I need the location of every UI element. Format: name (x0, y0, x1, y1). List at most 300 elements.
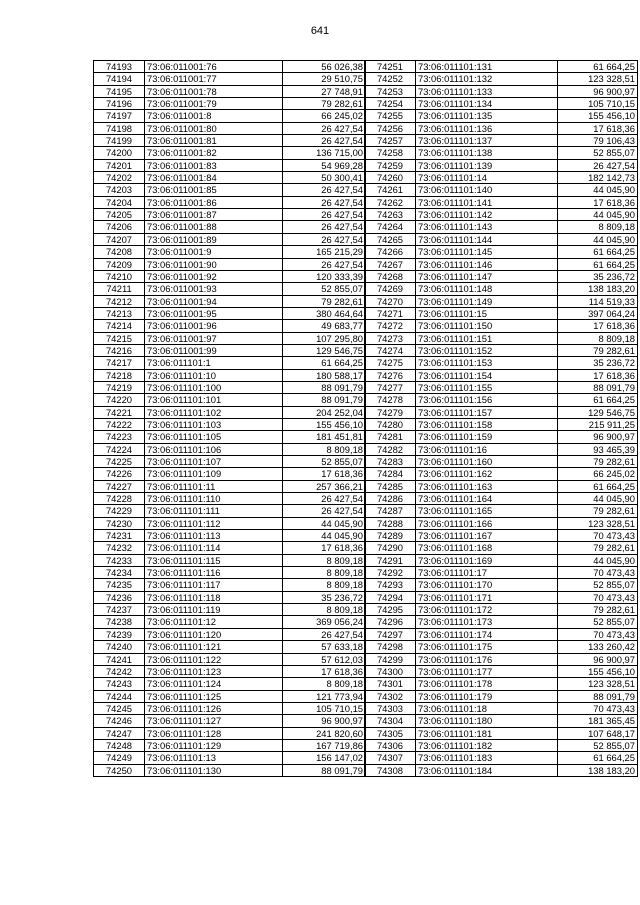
table-row (94, 517, 366, 529)
cadastral-number-cell: 73:06:011101:119 (145, 604, 283, 616)
value-cell: 8 809,18 (283, 604, 366, 616)
table-row (365, 147, 638, 159)
value-cell: 44 045,90 (558, 184, 638, 196)
row-number-cell: 74218 (94, 369, 145, 381)
cadastral-number-cell: 73:06:011101:125 (145, 690, 283, 702)
cadastral-number-cell: 73:06:011101:103 (145, 418, 283, 430)
table-row (94, 715, 366, 727)
row-number-cell: 74263 (365, 209, 416, 221)
table-row (94, 628, 366, 640)
cadastral-number-cell: 73:06:011101:10 (145, 369, 283, 381)
row-number-cell: 74243 (94, 678, 145, 690)
table-row (365, 505, 638, 517)
row-number-cell: 74260 (365, 172, 416, 184)
row-number-cell: 74196 (94, 98, 145, 110)
row-number-cell: 74276 (365, 369, 416, 381)
table-row (365, 567, 638, 579)
value-cell: 61 664,25 (283, 357, 366, 369)
row-number-cell: 74266 (365, 246, 416, 258)
row-number-cell: 74235 (94, 579, 145, 591)
value-cell: 26 427,54 (283, 122, 366, 134)
value-cell: 61 664,25 (558, 246, 638, 258)
cadastral-number-cell: 73:06:011001:81 (145, 135, 283, 147)
cadastral-number-cell: 73:06:011001:96 (145, 320, 283, 332)
table-row (365, 381, 638, 393)
table-row (94, 678, 366, 690)
table-row (365, 530, 638, 542)
value-cell: 121 773,94 (283, 690, 366, 702)
value-cell: 380 464,64 (283, 307, 366, 319)
value-cell: 96 900,97 (283, 715, 366, 727)
table-row (94, 159, 366, 171)
table-row (94, 369, 366, 381)
table-row (94, 480, 366, 492)
table-row (365, 542, 638, 554)
cadastral-number-cell: 73:06:011101:106 (145, 443, 283, 455)
value-cell: 105 710,15 (558, 98, 638, 110)
row-number-cell: 74287 (365, 505, 416, 517)
cadastral-number-cell: 73:06:011101:15 (416, 307, 558, 319)
row-number-cell: 74213 (94, 307, 145, 319)
table-row (94, 493, 366, 505)
row-number-cell: 74231 (94, 530, 145, 542)
cadastral-number-cell: 73:06:011101:132 (416, 73, 558, 85)
table-row (365, 98, 638, 110)
row-number-cell: 74197 (94, 110, 145, 122)
table-row (94, 653, 366, 665)
value-cell: 8 809,18 (283, 579, 366, 591)
table-row (94, 616, 366, 628)
value-cell: 52 855,07 (558, 579, 638, 591)
row-number-cell: 74216 (94, 344, 145, 356)
table-row (94, 604, 366, 616)
cadastral-number-cell: 73:06:011001:9 (145, 246, 283, 258)
table-row (94, 418, 366, 430)
row-number-cell: 74245 (94, 702, 145, 714)
cadastral-number-cell: 73:06:011101:164 (416, 493, 558, 505)
table-row (365, 320, 638, 332)
value-cell: 180 588,17 (283, 369, 366, 381)
table-row (94, 122, 366, 134)
cadastral-number-cell: 73:06:011001:90 (145, 258, 283, 270)
value-cell: 57 633,18 (283, 641, 366, 653)
row-number-cell: 74221 (94, 406, 145, 418)
row-number-cell: 74240 (94, 641, 145, 653)
row-number-cell: 74261 (365, 184, 416, 196)
row-number-cell: 74211 (94, 283, 145, 295)
value-cell: 26 427,54 (283, 209, 366, 221)
value-cell: 96 900,97 (558, 653, 638, 665)
cadastral-number-cell: 73:06:011101:171 (416, 591, 558, 603)
value-cell: 79 282,61 (558, 542, 638, 554)
value-cell: 61 664,25 (558, 394, 638, 406)
cadastral-number-cell: 73:06:011101:130 (145, 764, 283, 776)
row-number-cell: 74297 (365, 628, 416, 640)
value-cell: 70 473,43 (558, 591, 638, 603)
table-row (365, 283, 638, 295)
table-row (94, 295, 366, 307)
row-number-cell: 74258 (365, 147, 416, 159)
value-cell: 88 091,79 (558, 381, 638, 393)
value-cell: 27 748,91 (283, 85, 366, 97)
value-cell: 26 427,54 (283, 135, 366, 147)
table-row (365, 110, 638, 122)
value-cell: 44 045,90 (558, 554, 638, 566)
row-number-cell: 74193 (94, 61, 145, 73)
row-number-cell: 74307 (365, 752, 416, 764)
table-row (365, 690, 638, 702)
cadastral-number-cell: 73:06:011001:79 (145, 98, 283, 110)
table-row (94, 270, 366, 282)
cadastral-number-cell: 73:06:011101:126 (145, 702, 283, 714)
cadastral-number-cell: 73:06:011101:101 (145, 394, 283, 406)
row-number-cell: 74219 (94, 381, 145, 393)
table-row (94, 665, 366, 677)
cadastral-number-cell: 73:06:011101:116 (145, 567, 283, 579)
value-cell: 156 147,02 (283, 752, 366, 764)
cadastral-number-cell: 73:06:011001:87 (145, 209, 283, 221)
cadastral-number-cell: 73:06:011101:154 (416, 369, 558, 381)
row-number-cell: 74230 (94, 517, 145, 529)
table-row (94, 406, 366, 418)
table-row (94, 233, 366, 245)
row-number-cell: 74205 (94, 209, 145, 221)
table-row (94, 332, 366, 344)
cadastral-number-cell: 73:06:011101:180 (416, 715, 558, 727)
row-number-cell: 74279 (365, 406, 416, 418)
row-number-cell: 74238 (94, 616, 145, 628)
table-row (94, 381, 366, 393)
table-row (94, 542, 366, 554)
row-number-cell: 74204 (94, 196, 145, 208)
value-cell: 26 427,54 (283, 233, 366, 245)
value-cell: 8 809,18 (283, 443, 366, 455)
cadastral-number-cell: 73:06:011101:121 (145, 641, 283, 653)
row-number-cell: 74250 (94, 764, 145, 776)
cadastral-number-cell: 73:06:011001:80 (145, 122, 283, 134)
table-row (365, 715, 638, 727)
row-number-cell: 74241 (94, 653, 145, 665)
value-cell: 17 618,36 (283, 542, 366, 554)
cadastral-number-cell: 73:06:011101:172 (416, 604, 558, 616)
row-number-cell: 74283 (365, 456, 416, 468)
table-row (94, 196, 366, 208)
row-number-cell: 74254 (365, 98, 416, 110)
value-cell: 26 427,54 (283, 221, 366, 233)
table-row (94, 73, 366, 85)
value-cell: 8 809,18 (283, 678, 366, 690)
value-cell: 61 664,25 (558, 752, 638, 764)
value-cell: 54 969,28 (283, 159, 366, 171)
value-cell: 129 546,75 (283, 344, 366, 356)
value-cell: 96 900,97 (558, 431, 638, 443)
cadastral-number-cell: 73:06:011101:118 (145, 591, 283, 603)
table-row (94, 246, 366, 258)
cadastral-number-cell: 73:06:011101:114 (145, 542, 283, 554)
registry-table-left-body (94, 61, 366, 777)
table-row (365, 468, 638, 480)
value-cell: 49 683,77 (283, 320, 366, 332)
table-row (365, 678, 638, 690)
cadastral-number-cell: 73:06:011001:93 (145, 283, 283, 295)
table-row (365, 369, 638, 381)
value-cell: 70 473,43 (558, 628, 638, 640)
value-cell: 204 252,04 (283, 406, 366, 418)
row-number-cell: 74275 (365, 357, 416, 369)
value-cell: 155 456,10 (558, 110, 638, 122)
cadastral-number-cell: 73:06:011001:78 (145, 85, 283, 97)
value-cell: 44 045,90 (283, 530, 366, 542)
cadastral-number-cell: 73:06:011101:151 (416, 332, 558, 344)
cadastral-number-cell: 73:06:011101:13 (145, 752, 283, 764)
cadastral-number-cell: 73:06:011101:152 (416, 344, 558, 356)
cadastral-number-cell: 73:06:011101:14 (416, 172, 558, 184)
table-row (365, 246, 638, 258)
row-number-cell: 74202 (94, 172, 145, 184)
row-number-cell: 74227 (94, 480, 145, 492)
cadastral-number-cell: 73:06:011101:139 (416, 159, 558, 171)
row-number-cell: 74217 (94, 357, 145, 369)
value-cell: 17 618,36 (558, 369, 638, 381)
cadastral-number-cell: 73:06:011101:176 (416, 653, 558, 665)
value-cell: 138 183,20 (558, 283, 638, 295)
table-row (365, 579, 638, 591)
table-row (365, 221, 638, 233)
cadastral-number-cell: 73:06:011101:162 (416, 468, 558, 480)
value-cell: 56 026,38 (283, 61, 366, 73)
value-cell: 52 855,07 (283, 456, 366, 468)
cadastral-number-cell: 73:06:011101:145 (416, 246, 558, 258)
value-cell: 61 664,25 (558, 258, 638, 270)
row-number-cell: 74210 (94, 270, 145, 282)
row-number-cell: 74236 (94, 591, 145, 603)
cadastral-number-cell: 73:06:011101:117 (145, 579, 283, 591)
cadastral-number-cell: 73:06:011101:150 (416, 320, 558, 332)
value-cell: 88 091,79 (283, 394, 366, 406)
cadastral-number-cell: 73:06:011001:89 (145, 233, 283, 245)
table-row (365, 443, 638, 455)
row-number-cell: 74270 (365, 295, 416, 307)
value-cell: 257 366,21 (283, 480, 366, 492)
value-cell: 129 546,75 (558, 406, 638, 418)
cadastral-number-cell: 73:06:011101:177 (416, 665, 558, 677)
cadastral-number-cell: 73:06:011101:134 (416, 98, 558, 110)
row-number-cell: 74223 (94, 431, 145, 443)
table-row (94, 98, 366, 110)
cadastral-number-cell: 73:06:011101:146 (416, 258, 558, 270)
row-number-cell: 74194 (94, 73, 145, 85)
row-number-cell: 74249 (94, 752, 145, 764)
cadastral-number-cell: 73:06:011101:16 (416, 443, 558, 455)
table-row (94, 431, 366, 443)
row-number-cell: 74229 (94, 505, 145, 517)
value-cell: 120 333,39 (283, 270, 366, 282)
table-row (94, 752, 366, 764)
cadastral-number-cell: 73:06:011001:85 (145, 184, 283, 196)
cadastral-number-cell: 73:06:011101:111 (145, 505, 283, 517)
table-row (365, 357, 638, 369)
table-row (365, 456, 638, 468)
row-number-cell: 74215 (94, 332, 145, 344)
cadastral-number-cell: 73:06:011101:156 (416, 394, 558, 406)
cadastral-number-cell: 73:06:011101:147 (416, 270, 558, 282)
value-cell: 17 618,36 (558, 320, 638, 332)
row-number-cell: 74280 (365, 418, 416, 430)
value-cell: 167 719,86 (283, 739, 366, 751)
cadastral-number-cell: 73:06:011101:179 (416, 690, 558, 702)
value-cell: 241 820,60 (283, 727, 366, 739)
row-number-cell: 74298 (365, 641, 416, 653)
table-row (365, 172, 638, 184)
cadastral-number-cell: 73:06:011101:159 (416, 431, 558, 443)
value-cell: 17 618,36 (283, 665, 366, 677)
cadastral-number-cell: 73:06:011101:173 (416, 616, 558, 628)
value-cell: 165 215,29 (283, 246, 366, 258)
table-row (365, 591, 638, 603)
cadastral-number-cell: 73:06:011101:138 (416, 147, 558, 159)
row-number-cell: 74214 (94, 320, 145, 332)
table-row (365, 184, 638, 196)
row-number-cell: 74232 (94, 542, 145, 554)
table-row (365, 332, 638, 344)
cadastral-number-cell: 73:06:011001:84 (145, 172, 283, 184)
value-cell: 70 473,43 (558, 530, 638, 542)
table-row (94, 739, 366, 751)
cadastral-number-cell: 73:06:011101:131 (416, 61, 558, 73)
table-row (365, 554, 638, 566)
row-number-cell: 74300 (365, 665, 416, 677)
cadastral-number-cell: 73:06:011101:128 (145, 727, 283, 739)
row-number-cell: 74246 (94, 715, 145, 727)
row-number-cell: 74268 (365, 270, 416, 282)
row-number-cell: 74248 (94, 739, 145, 751)
value-cell: 79 282,61 (558, 604, 638, 616)
cadastral-number-cell: 73:06:011101:142 (416, 209, 558, 221)
cadastral-number-cell: 73:06:011101:124 (145, 678, 283, 690)
cadastral-number-cell: 73:06:011101:160 (416, 456, 558, 468)
value-cell: 88 091,79 (558, 690, 638, 702)
value-cell: 70 473,43 (558, 702, 638, 714)
row-number-cell: 74296 (365, 616, 416, 628)
value-cell: 181 365,45 (558, 715, 638, 727)
value-cell: 123 328,51 (558, 73, 638, 85)
value-cell: 44 045,90 (558, 233, 638, 245)
cadastral-number-cell: 73:06:011101:182 (416, 739, 558, 751)
table-row (365, 394, 638, 406)
row-number-cell: 74247 (94, 727, 145, 739)
table-row (94, 456, 366, 468)
row-number-cell: 74281 (365, 431, 416, 443)
table-row (94, 307, 366, 319)
row-number-cell: 74226 (94, 468, 145, 480)
value-cell: 26 427,54 (283, 258, 366, 270)
table-row (94, 135, 366, 147)
value-cell: 107 295,80 (283, 332, 366, 344)
value-cell: 50 300,41 (283, 172, 366, 184)
row-number-cell: 74244 (94, 690, 145, 702)
row-number-cell: 74222 (94, 418, 145, 430)
table-row (365, 665, 638, 677)
row-number-cell: 74198 (94, 122, 145, 134)
value-cell: 155 456,10 (283, 418, 366, 430)
value-cell: 35 236,72 (558, 357, 638, 369)
row-number-cell: 74253 (365, 85, 416, 97)
table-row (94, 468, 366, 480)
table-row (94, 591, 366, 603)
cadastral-number-cell: 73:06:011101:165 (416, 505, 558, 517)
value-cell: 52 855,07 (558, 739, 638, 751)
cadastral-number-cell: 73:06:011101:174 (416, 628, 558, 640)
value-cell: 79 106,43 (558, 135, 638, 147)
value-cell: 52 855,07 (558, 616, 638, 628)
value-cell: 35 236,72 (283, 591, 366, 603)
value-cell: 52 855,07 (283, 283, 366, 295)
cadastral-number-cell: 73:06:011101:153 (416, 357, 558, 369)
cadastral-number-cell: 73:06:011001:86 (145, 196, 283, 208)
value-cell: 29 510,75 (283, 73, 366, 85)
table-row (365, 61, 638, 73)
cadastral-number-cell: 73:06:011101:127 (145, 715, 283, 727)
row-number-cell: 74269 (365, 283, 416, 295)
table-row (94, 320, 366, 332)
row-number-cell: 74225 (94, 456, 145, 468)
cadastral-number-cell: 73:06:011101:100 (145, 381, 283, 393)
row-number-cell: 74207 (94, 233, 145, 245)
table-row (365, 752, 638, 764)
value-cell: 123 328,51 (558, 678, 638, 690)
cadastral-number-cell: 73:06:011101:167 (416, 530, 558, 542)
value-cell: 17 618,36 (558, 196, 638, 208)
value-cell: 88 091,79 (283, 764, 366, 776)
value-cell: 93 465,39 (558, 443, 638, 455)
table-row (94, 172, 366, 184)
row-number-cell: 74277 (365, 381, 416, 393)
table-row (94, 147, 366, 159)
value-cell: 44 045,90 (558, 209, 638, 221)
value-cell: 26 427,54 (283, 493, 366, 505)
value-cell: 26 427,54 (283, 505, 366, 517)
cadastral-number-cell: 73:06:011101:12 (145, 616, 283, 628)
row-number-cell: 74308 (365, 764, 416, 776)
cadastral-number-cell: 73:06:011101:136 (416, 122, 558, 134)
value-cell: 8 809,18 (558, 221, 638, 233)
table-row (94, 85, 366, 97)
row-number-cell: 74282 (365, 443, 416, 455)
cadastral-number-cell: 73:06:011001:95 (145, 307, 283, 319)
value-cell: 369 056,24 (283, 616, 366, 628)
table-row (94, 443, 366, 455)
cadastral-number-cell: 73:06:011001:8 (145, 110, 283, 122)
cadastral-number-cell: 73:06:011001:83 (145, 159, 283, 171)
table-row (94, 221, 366, 233)
cadastral-number-cell: 73:06:011101:123 (145, 665, 283, 677)
cadastral-number-cell: 73:06:011101:148 (416, 283, 558, 295)
row-number-cell: 74273 (365, 332, 416, 344)
cadastral-number-cell: 73:06:011001:99 (145, 344, 283, 356)
row-number-cell: 74251 (365, 61, 416, 73)
value-cell: 397 064,24 (558, 307, 638, 319)
cadastral-number-cell: 73:06:011101:184 (416, 764, 558, 776)
table-row (365, 653, 638, 665)
row-number-cell: 74293 (365, 579, 416, 591)
table-row (94, 283, 366, 295)
table-row (365, 616, 638, 628)
cadastral-number-cell: 73:06:011101:144 (416, 233, 558, 245)
cadastral-number-cell: 73:06:011001:82 (145, 147, 283, 159)
table-row (94, 184, 366, 196)
row-number-cell: 74302 (365, 690, 416, 702)
row-number-cell: 74259 (365, 159, 416, 171)
